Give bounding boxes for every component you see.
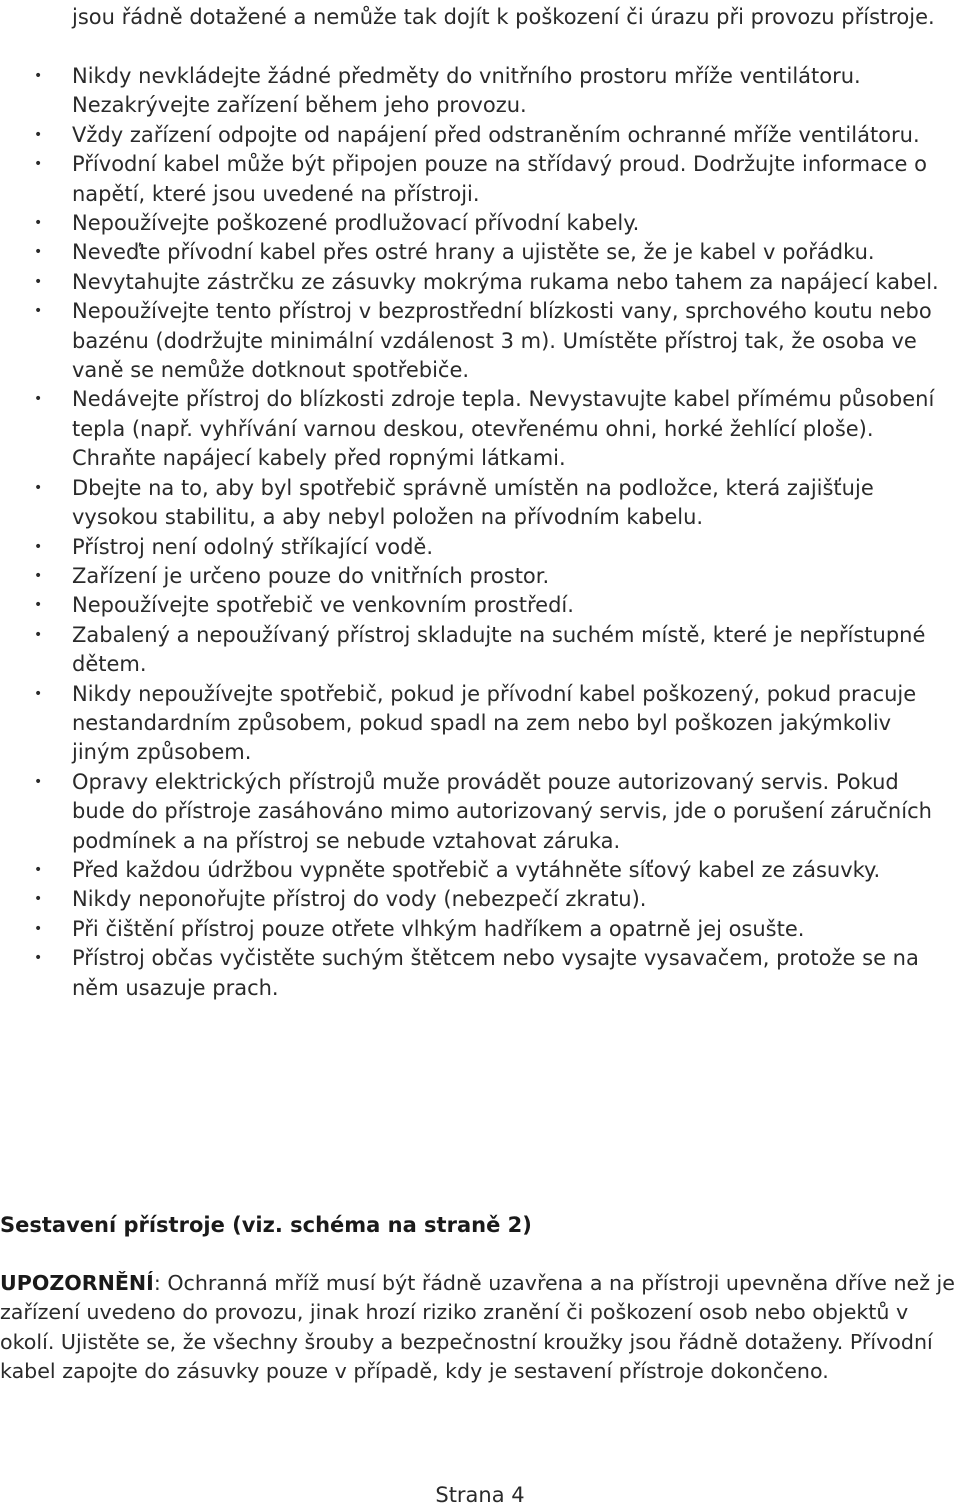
list-item-text: Nikdy nepoužívejte spotřebič, pokud je přívodní kabel poškozený, pokud pracuje nestandardním způsobem, pokud spadl na zem nebo byl poškozen jakýmkoliv jiným způsobem. [72,681,917,765]
list-item [0,621,960,680]
safety-instructions-list [0,62,960,1003]
list-item-text: Nikdy nevkládejte žádné předměty do vnitřního prostoru mříže ventilátoru. Nezakrývejte zařízení během jeho provozu. [72,64,861,118]
warning-label: UPOZORNĚNÍ [0,1271,154,1295]
continuation-text: jsou řádně dotažené a nemůže tak dojít k poškození či úrazu při provozu přístroje. [72,5,935,29]
bullet-icon: • [34,597,43,614]
page-number: Strana 4 [435,1483,525,1507]
bullet-icon: • [34,68,43,84]
bullet-icon: • [34,538,43,555]
bullet-icon: • [34,685,43,702]
bullet-icon: • [34,950,43,967]
bullet-icon: • [34,273,43,290]
bullet-icon: • [34,773,43,790]
bullet-icon: • [34,567,43,584]
bullet-icon: • [34,126,43,143]
list-item-text: Zabalený a nepoužívaný přístroj skladujte na suchém místě, které je nepřístupné dětem. [72,622,926,677]
bullet-icon: • [34,391,43,408]
section-heading: Sestavení přístroje (viz. schéma na straně 2) [0,1213,532,1237]
list-item-text: Dbejte na to, aby byl spotřebič správně umístěn na podložce, která zajišťuje vysokou stabilitu, a aby nebyl položen na přívodním kabelu. [72,475,874,530]
list-item [0,297,960,385]
list-item [0,385,960,473]
list-item-text: Při čištění přístroj pouze otřete vlhkým hadříkem a opatrně jej osušte. [72,916,805,941]
bullet-icon: • [34,479,43,496]
bullet-icon: • [34,303,43,320]
list-item [0,562,960,591]
bullet-icon: • [34,215,43,232]
list-item [0,121,960,150]
list-item [0,533,960,562]
bullet-icon: • [34,920,43,937]
bullet-icon: • [34,156,43,173]
list-item [0,62,960,121]
list-item-text: Nedávejte přístroj do blízkosti zdroje tepla. Nevystavujte kabel přímému působení tepla (např. vyhřívání varnou deskou, otevřenému ohni, horké žehlící ploše). Chraňte napájecí kabely před ropnými látkami. [72,387,935,471]
list-item [0,944,960,1003]
list-item-text: Přívodní kabel může být připojen pouze na střídavý proud. Dodržujte informace o napětí, které jsou uvedené na přístroji. [72,152,927,206]
list-item-text: Před každou údržbou vypněte spotřebič a vytáhněte síťový kabel ze zásuvky. [72,857,881,882]
bullet-icon: • [34,626,43,643]
list-item-text: Nepoužívejte tento přístroj v bezprostřední blízkosti vany, sprchového koutu nebo bazénu (dodržujte minimální vzdálenost 3 m). Umístěte přístroj tak, že osoba ve vaně se nemůže dotknout spotřebiče. [72,299,932,383]
list-item-text: Opravy elektrických přístrojů muže provádět pouze autorizovaný servis. Pokud bude do přístroje zasáhováno mimo autorizovaný servis, jde o porušení záručních podmínek a na přístroj se nebude vztahovat záruka. [72,769,932,853]
list-item [0,915,960,944]
list-item [0,768,960,856]
list-item-text: Nikdy neponořujte přístroj do vody (nebezpečí zkratu). [72,887,647,912]
list-item-text: Vždy zařízení odpojte od napájení před odstraněním ochranné mříže ventilátoru. [72,122,920,147]
list-item-text: Nepoužívejte poškozené prodlužovací přívodní kabely. [72,211,640,236]
list-item [0,885,960,914]
warning-text: : Ochranná mříž musí být řádně uzavřena a na přístroji upevněna dříve než je zařízení uvedeno do provozu, jinak hrozí riziko zranění či poškození osob nebo objektů v okolí. Ujistěte se, že všechny šrouby a bezpečnostní kroužky jsou řádně dotaženy. Přívodní kabel zapojte do zásuvky pouze v případě, kdy je sestavení přístroje dokončeno. [0,1271,955,1384]
list-item-text: Nepoužívejte spotřebič ve venkovním prostředí. [72,593,574,618]
warning-paragraph [0,1269,960,1387]
list-item-text: Přístroj občas vyčistěte suchým štětcem nebo vysajte vysavačem, protože se na něm usazuje prach. [72,946,919,1000]
list-item [0,591,960,620]
list-item-text: Přístroj není odolný stříkající vodě. [72,534,434,559]
list-item [0,268,960,297]
list-item [0,680,960,768]
list-item [0,150,960,209]
list-item-text: Neveďte přívodní kabel přes ostré hrany a ujistěte se, že je kabel v pořádku. [72,240,875,265]
list-item [0,474,960,533]
list-item-text: Zařízení je určeno pouze do vnitřních prostor. [72,563,550,588]
list-item [0,209,960,238]
bullet-icon: • [34,891,43,908]
list-item-text: Nevytahujte zástrčku ze zásuvky mokrýma rukama nebo tahem za napájecí kabel. [72,269,939,294]
list-item [0,856,960,885]
list-item [0,238,960,267]
bullet-icon: • [34,861,43,878]
bullet-icon: • [34,244,43,261]
